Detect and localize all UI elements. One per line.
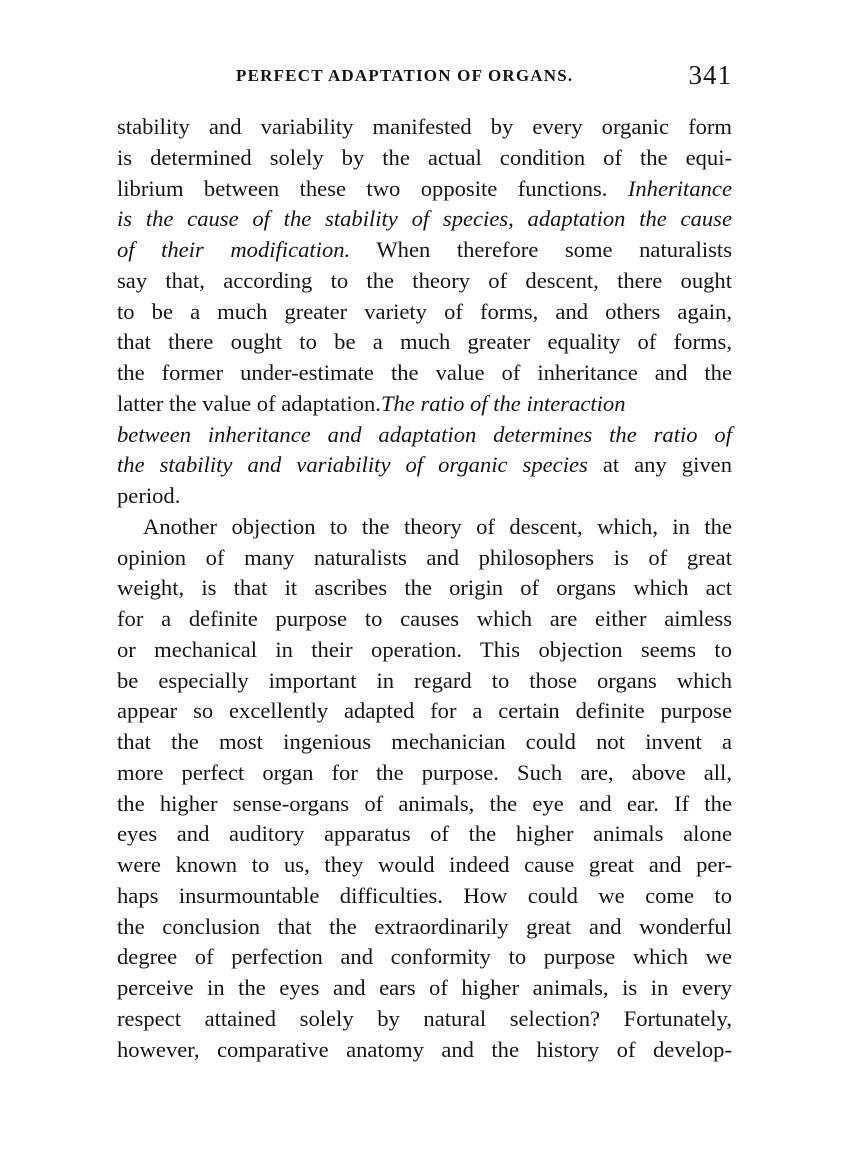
text-line [117, 666, 732, 697]
text-span: the conclusion that the extraordinarily great and wonderful [117, 913, 732, 939]
text-line [117, 758, 732, 789]
paragraph-first-line [117, 512, 732, 543]
text-line [117, 389, 732, 420]
text-span: that there ought to be a much greater equality of forms, [117, 329, 732, 355]
italic-span: the stability and variability of organic species [117, 452, 588, 478]
text-span: the higher sense-organs of animals, the eye and ear. If the [117, 790, 732, 816]
text-span: librium between these two opposite functions. [117, 175, 628, 201]
text-span: appear so excellently adapted for a certain definite purpose [117, 698, 732, 724]
text-line [117, 789, 732, 820]
text-span: haps insurmountable difficulties. How could we come to [117, 882, 732, 908]
text-line [117, 481, 732, 512]
text-span: respect attained solely by natural selection? Fortunately, [117, 1005, 732, 1031]
text-span: for a definite purpose to causes which are either aimless [117, 606, 732, 631]
text-line [117, 604, 732, 635]
text-line [117, 819, 732, 850]
text-span: Another objection to the theory of descent, which, in the [143, 513, 732, 539]
italic-span: The ratio of the interaction [380, 390, 626, 416]
text-span: stability and variability manifested by every organic form [117, 114, 732, 139]
text-span: latter the value of adaptation. [117, 390, 381, 416]
text-span: say that, according to the theory of descent, there ought [117, 267, 732, 293]
text-line [117, 696, 732, 727]
text-line [117, 543, 732, 574]
text-line [117, 973, 732, 1004]
italic-span: is the cause of the stability of species, adaptation the cause [117, 206, 732, 232]
text-line [117, 1004, 732, 1035]
text-line [117, 450, 732, 481]
text-line [117, 942, 732, 973]
text-line [117, 266, 732, 297]
text-span: period. [117, 483, 181, 508]
text-span: degree of perfection and conformity to purpose which we [117, 944, 732, 970]
text-span: When therefore some naturalists [350, 237, 732, 262]
italic-span: between inheritance and adaptation determines the ratio of [117, 421, 732, 447]
text-span: opinion of many naturalists and philosophers is of great [117, 544, 732, 570]
text-line [117, 1035, 732, 1066]
italic-span: Inheritance [627, 175, 732, 201]
text-span: to be a much greater variety of forms, and others again, [117, 298, 732, 324]
text-line [117, 143, 732, 174]
text-span: perceive in the eyes and ears of higher animals, is in every [117, 975, 732, 1000]
running-title: PERFECT ADAPTATION OF ORGANS. [236, 66, 574, 85]
text-span: that the most ingenious mechanician could not invent a [117, 729, 732, 754]
text-line [117, 850, 732, 881]
text-line [117, 112, 732, 143]
italic-span: of their modification. [117, 237, 351, 262]
text-line [117, 358, 732, 389]
text-line [117, 573, 732, 604]
text-line [117, 204, 732, 235]
text-line [117, 420, 732, 451]
text-span: at any given [587, 452, 732, 478]
text-line [117, 235, 732, 266]
text-span: weight, is that it ascribes the origin of organs which act [117, 575, 732, 601]
text-line [117, 327, 732, 358]
text-span: more perfect organ for the purpose. Such are, above all, [117, 759, 732, 785]
text-line [117, 912, 732, 943]
text-span: eyes and auditory apparatus of the higher animals alone [117, 821, 732, 847]
text-line [117, 174, 732, 205]
text-span: is determined solely by the actual condition of the equi- [117, 144, 732, 170]
text-line [117, 297, 732, 328]
text-span: be especially important in regard to those organs which [117, 667, 732, 693]
text-span: the former under-estimate the value of inheritance and the [117, 360, 732, 385]
text-span: or mechanical in their operation. This objection seems to [117, 636, 732, 662]
page-number: 341 [688, 60, 732, 90]
text-line [117, 727, 732, 758]
text-span: however, comparative anatomy and the history of develop- [117, 1036, 732, 1062]
body-text [117, 112, 732, 1065]
text-span: were known to us, they would indeed cause great and per- [117, 852, 732, 877]
running-head [118, 60, 732, 94]
text-line [117, 881, 732, 912]
text-line [117, 635, 732, 666]
